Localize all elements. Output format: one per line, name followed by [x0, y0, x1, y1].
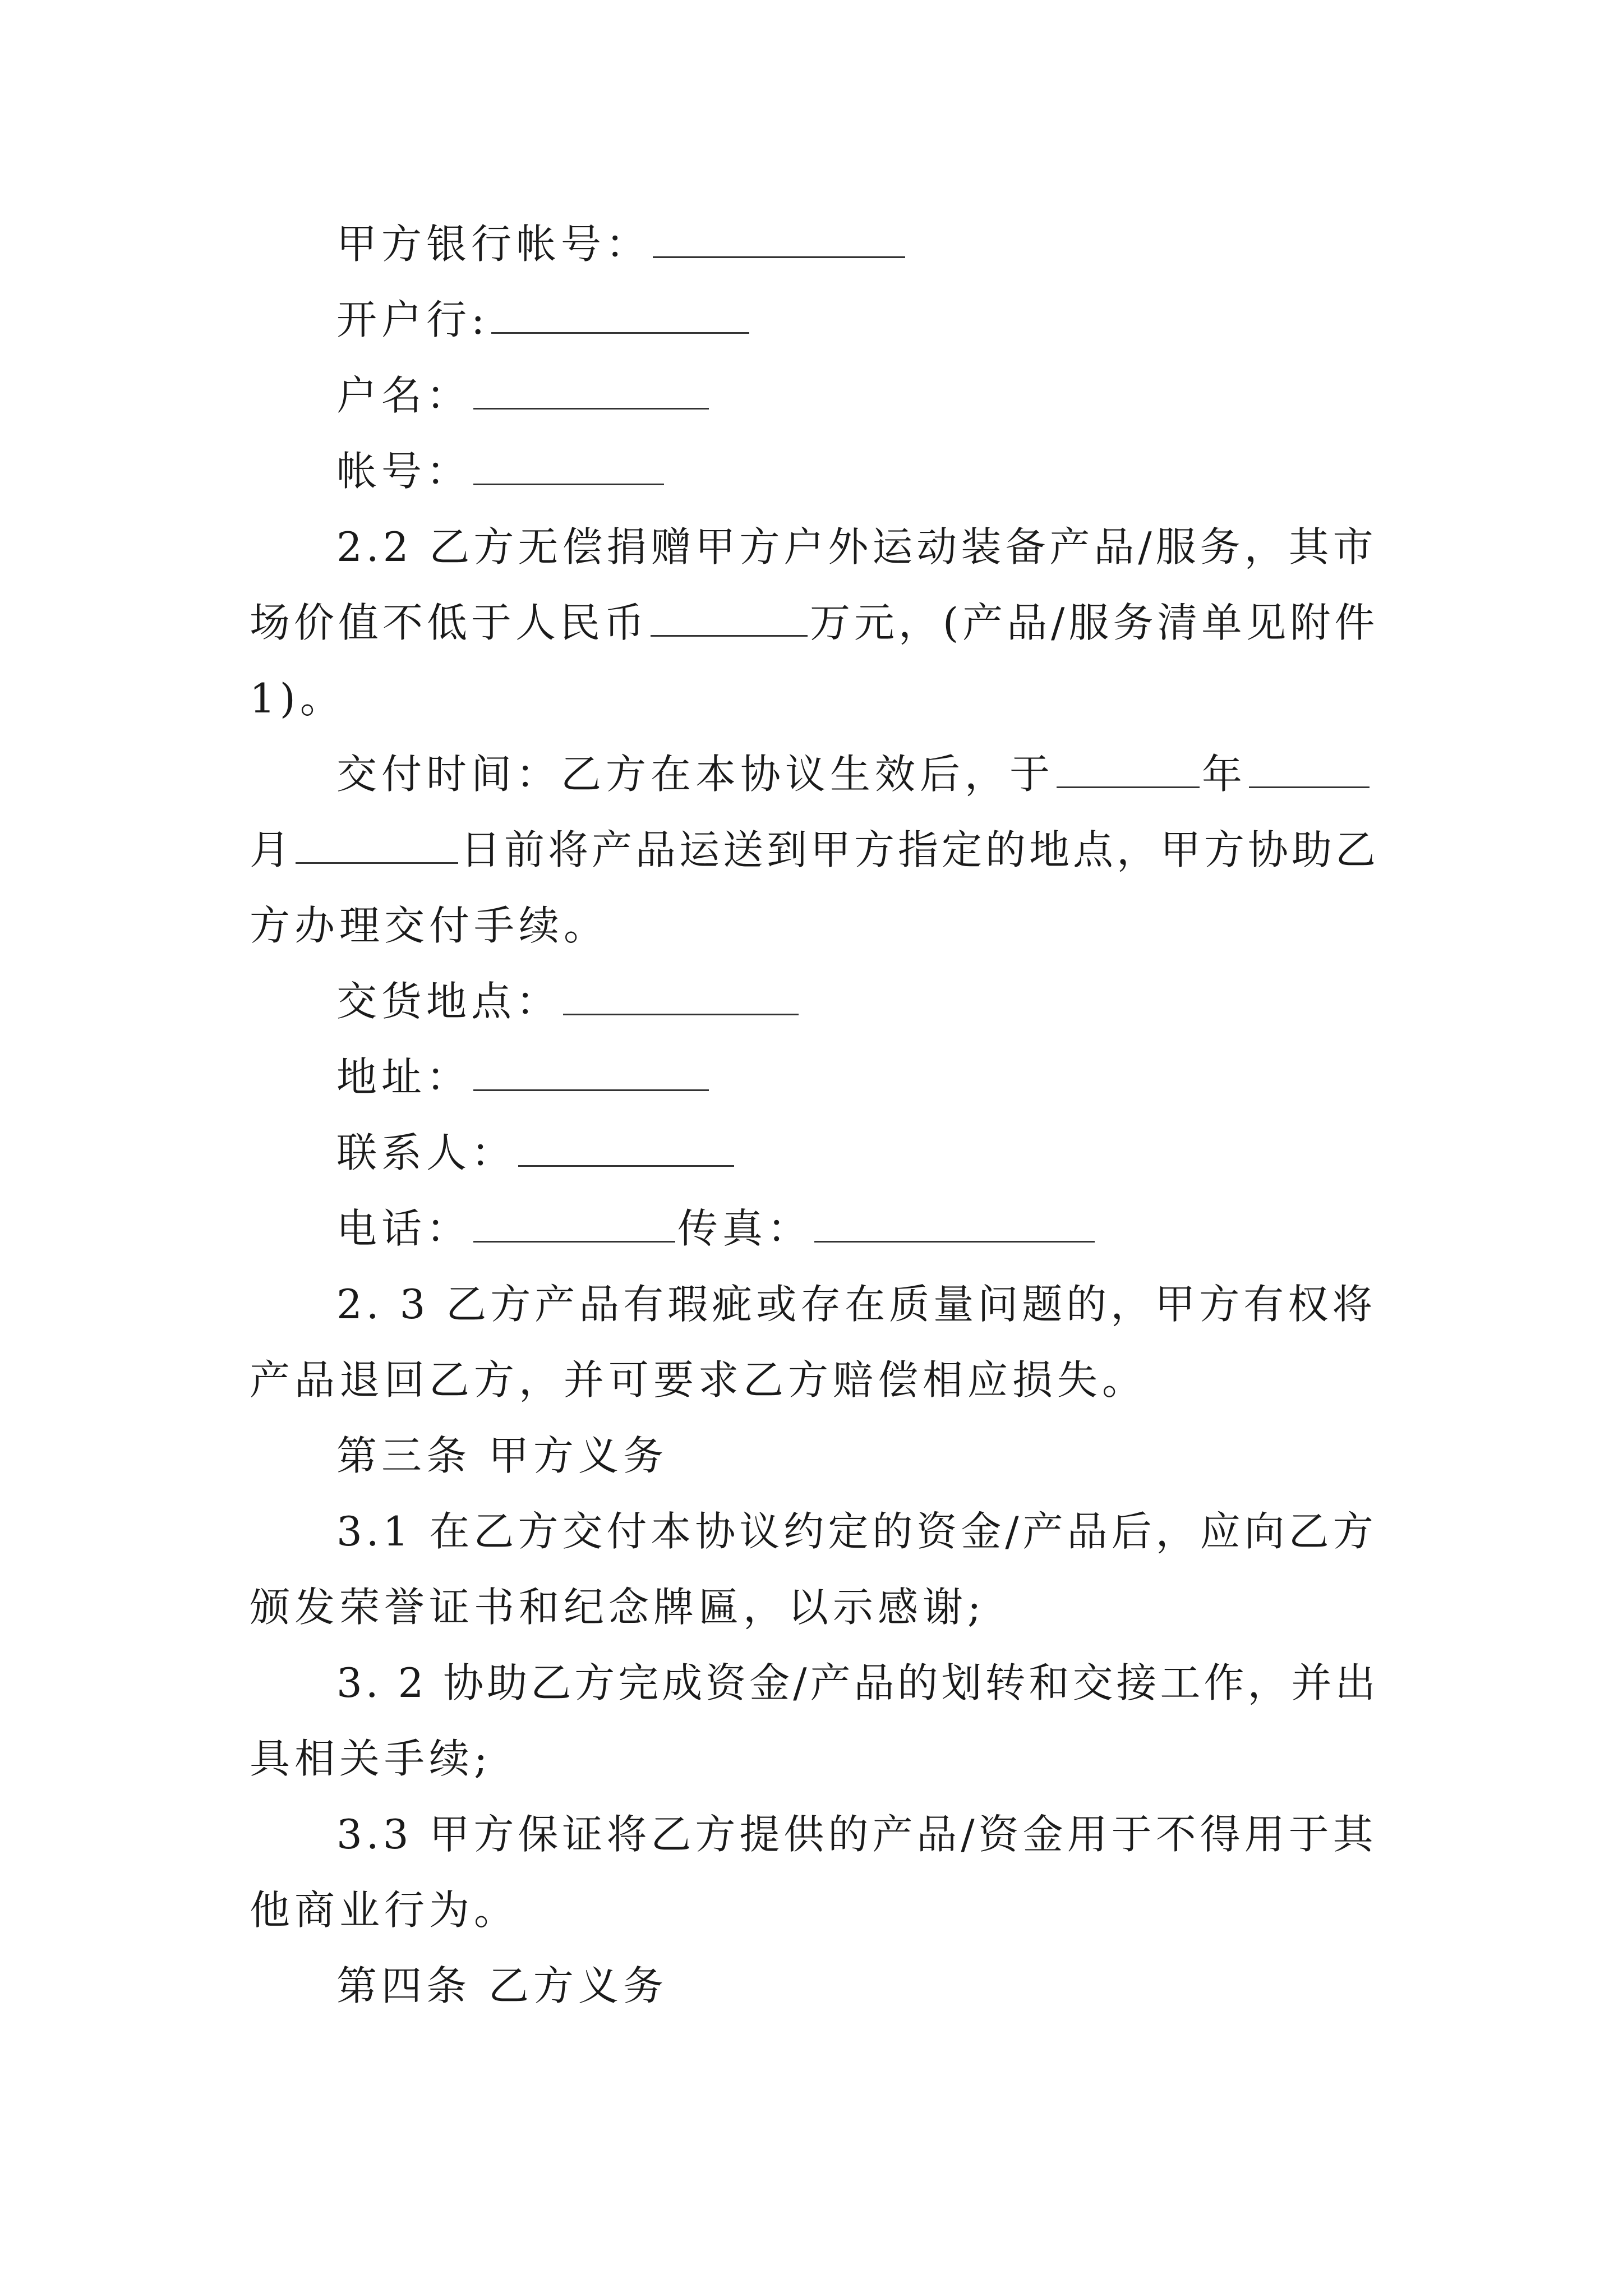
clause-3-3-line-2: 他商业行为。: [250, 1887, 519, 1934]
phone-label: 电话：: [336, 1205, 472, 1252]
clause-2-2-line-1: 2.2 乙方无偿捐赠甲方户外运动装备产品/服务，其市: [336, 523, 1377, 570]
account-name-line: [336, 367, 711, 424]
clause-2-2-line-2: [250, 595, 1378, 651]
month-label: 月: [250, 826, 294, 873]
clause-3-1-line-2: 颁发荣誉证书和纪念牌匾，以示感谢;: [250, 1584, 986, 1631]
phone-fax-line: [336, 1200, 1097, 1257]
amount-blank: [651, 602, 808, 637]
account-name-blank: [473, 375, 709, 409]
party-a-bank-account-line: [336, 216, 907, 272]
phone-blank: [473, 1208, 675, 1243]
account-name-label: 户名：: [336, 372, 472, 419]
clause-2-2-text-b: 万元，(产品/服务清单见附件: [810, 599, 1379, 646]
clause-2-3-line-1: 2. 3 乙方产品有瑕疵或存在质量问题的，甲方有权将: [336, 1281, 1377, 1328]
contact-line: [336, 1125, 736, 1181]
delivery-place-label: 交货地点：: [336, 978, 561, 1025]
clause-2-2-line-3: 1)。: [250, 675, 345, 722]
address-label: 地址：: [336, 1053, 472, 1101]
contact-label: 联系人：: [336, 1129, 517, 1176]
clause-3-3-line-1: 3.3 甲方保证将乙方提供的产品/资金用于不得用于其: [336, 1811, 1377, 1858]
fax-label: 传真：: [677, 1205, 813, 1252]
year-label: 年: [1202, 751, 1247, 798]
article-3-heading: 第三条 甲方义务: [336, 1432, 668, 1479]
opening-bank-line: [336, 292, 751, 348]
clause-3-2-line-1: 3. 2 协助乙方完成资金/产品的划转和交接工作，并出: [336, 1659, 1379, 1706]
clause-2-2-text-a: 场价值不低于人民币: [250, 599, 649, 646]
delivery-time-text-a: 交付时间：乙方在本协议生效后，于: [336, 751, 1055, 798]
party-a-bank-account-blank: [653, 224, 905, 258]
account-number-label: 帐号：: [336, 448, 472, 495]
account-number-blank: [473, 451, 664, 485]
delivery-time-line-1: [336, 746, 1372, 802]
delivery-time-line-3: 方办理交付手续。: [250, 902, 609, 949]
contact-blank: [518, 1133, 734, 1167]
address-line: [336, 1049, 711, 1105]
year-trailing-blank: [1249, 754, 1370, 788]
opening-bank-label: 开户行:: [336, 296, 490, 343]
delivery-place-line: [336, 973, 801, 1029]
party-a-bank-account-label: 甲方银行帐号：: [336, 220, 651, 268]
day-blank: [296, 830, 458, 864]
year-blank: [1057, 754, 1200, 788]
article-4-heading: 第四条 乙方义务: [336, 1962, 668, 2009]
opening-bank-blank: [491, 300, 749, 334]
address-blank: [473, 1057, 709, 1091]
fax-blank: [814, 1208, 1095, 1243]
clause-3-1-line-1: 3.1 在乙方交付本协议约定的资金/产品后，应向乙方: [336, 1508, 1377, 1555]
delivery-place-blank: [563, 981, 799, 1015]
delivery-time-text-b: 日前将产品运送到甲方指定的地点，甲方协助乙: [460, 826, 1380, 873]
delivery-time-line-2: [250, 822, 1379, 878]
clause-2-3-line-2: 产品退回乙方，并可要求乙方赔偿相应损失。: [250, 1356, 1147, 1404]
account-number-line: [336, 443, 666, 499]
clause-3-2-line-2: 具相关手续;: [250, 1735, 492, 1782]
